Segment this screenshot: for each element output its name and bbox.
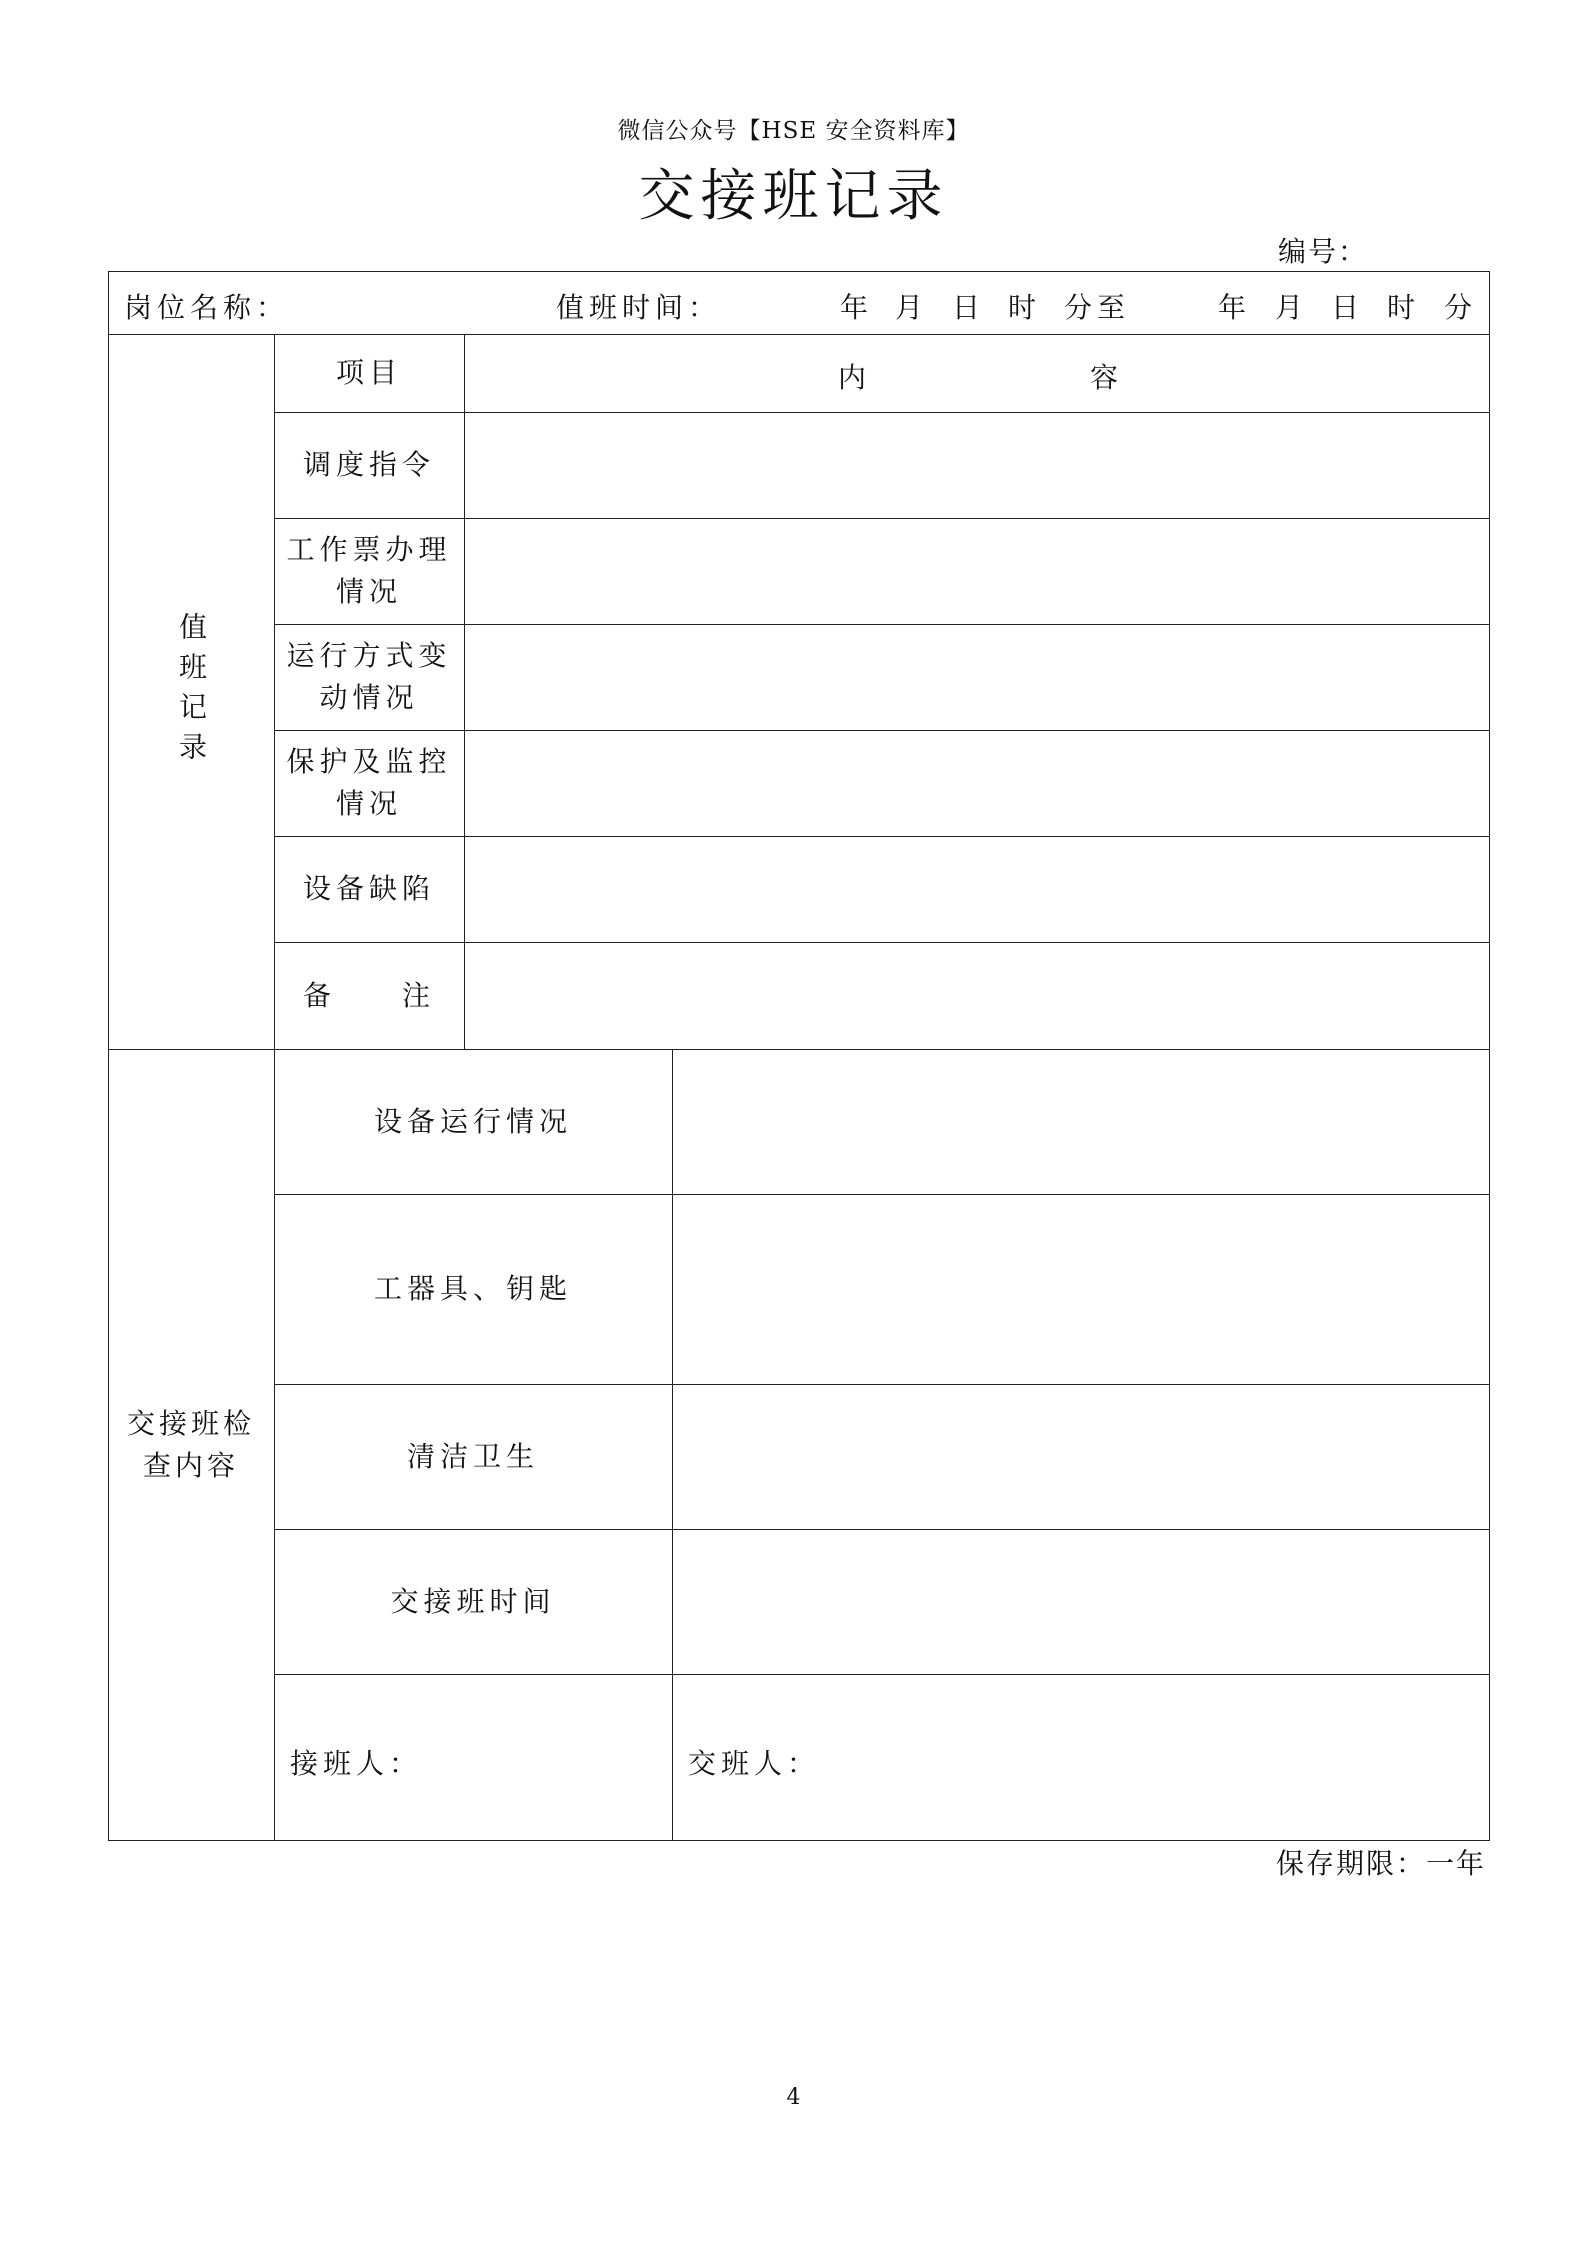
duty-time-label: 值班时间： (556, 291, 722, 324)
from-month-label: 月 (895, 291, 929, 324)
page-number: 4 (786, 2085, 801, 2110)
to-day-label: 日 (1331, 291, 1365, 324)
receiver-label: 接班人： (290, 1747, 423, 1780)
column-header-content-2: 容 (1090, 361, 1124, 394)
duty-record-section-label: 值班记录 (175, 611, 208, 772)
to-minute-label: 分 (1444, 291, 1478, 324)
retention-period: 保存期限：一年 (1276, 1847, 1487, 1880)
page-title: 交接班记录 (638, 164, 949, 229)
column-header-item: 项目 (335, 356, 402, 389)
table-line (108, 271, 1490, 272)
column-header-content-1: 内 (838, 361, 872, 394)
table-line (274, 624, 1490, 625)
row-label-remarks: 备 注 (302, 978, 435, 1012)
to-hour-label: 时 (1387, 291, 1421, 324)
row-label-equipment-operation: 设备运行情况 (373, 1104, 572, 1138)
from-hour-label: 时 (1008, 291, 1042, 324)
row-label-dispatch-order: 调度指令 (302, 448, 435, 481)
row-label-operation-mode: 运行方式变动情况 (286, 639, 452, 714)
table-line (108, 1840, 1490, 1841)
row-label-cleaning: 清洁卫生 (406, 1439, 539, 1473)
table-line (274, 412, 1490, 413)
row-label-equipment-defect: 设备缺陷 (302, 872, 435, 905)
table-line (672, 1049, 673, 1840)
table-line (274, 518, 1490, 519)
table-line (274, 730, 1490, 731)
row-label-tools-keys: 工器具、钥匙 (373, 1272, 572, 1305)
table-line (464, 334, 465, 1049)
row-label-handover-time: 交接班时间 (390, 1584, 556, 1618)
table-line (274, 836, 1490, 837)
table-line (1489, 271, 1490, 1840)
post-name-label: 岗位名称： (124, 291, 290, 324)
document-number-label: 编号： (1278, 235, 1369, 268)
table-line (274, 1674, 1490, 1675)
to-year-label: 年 (1218, 291, 1252, 324)
duty-record-section (108, 334, 274, 1049)
row-label-protection-monitoring: 保护及监控情况 (286, 745, 452, 820)
document-source: 微信公众号【HSE 安全资料库】 (617, 118, 970, 144)
from-year-label: 年 (840, 291, 874, 324)
handover-check-section-label: 交接班检查内容 (126, 1406, 255, 1482)
row-label-work-ticket: 工作票办理情况 (286, 533, 452, 608)
table-line (274, 942, 1490, 943)
from-day-label: 日 (952, 291, 986, 324)
to-month-label: 月 (1275, 291, 1309, 324)
handover-person-label: 交班人： (688, 1747, 821, 1780)
from-minute-to-label: 分至 (1064, 291, 1131, 324)
